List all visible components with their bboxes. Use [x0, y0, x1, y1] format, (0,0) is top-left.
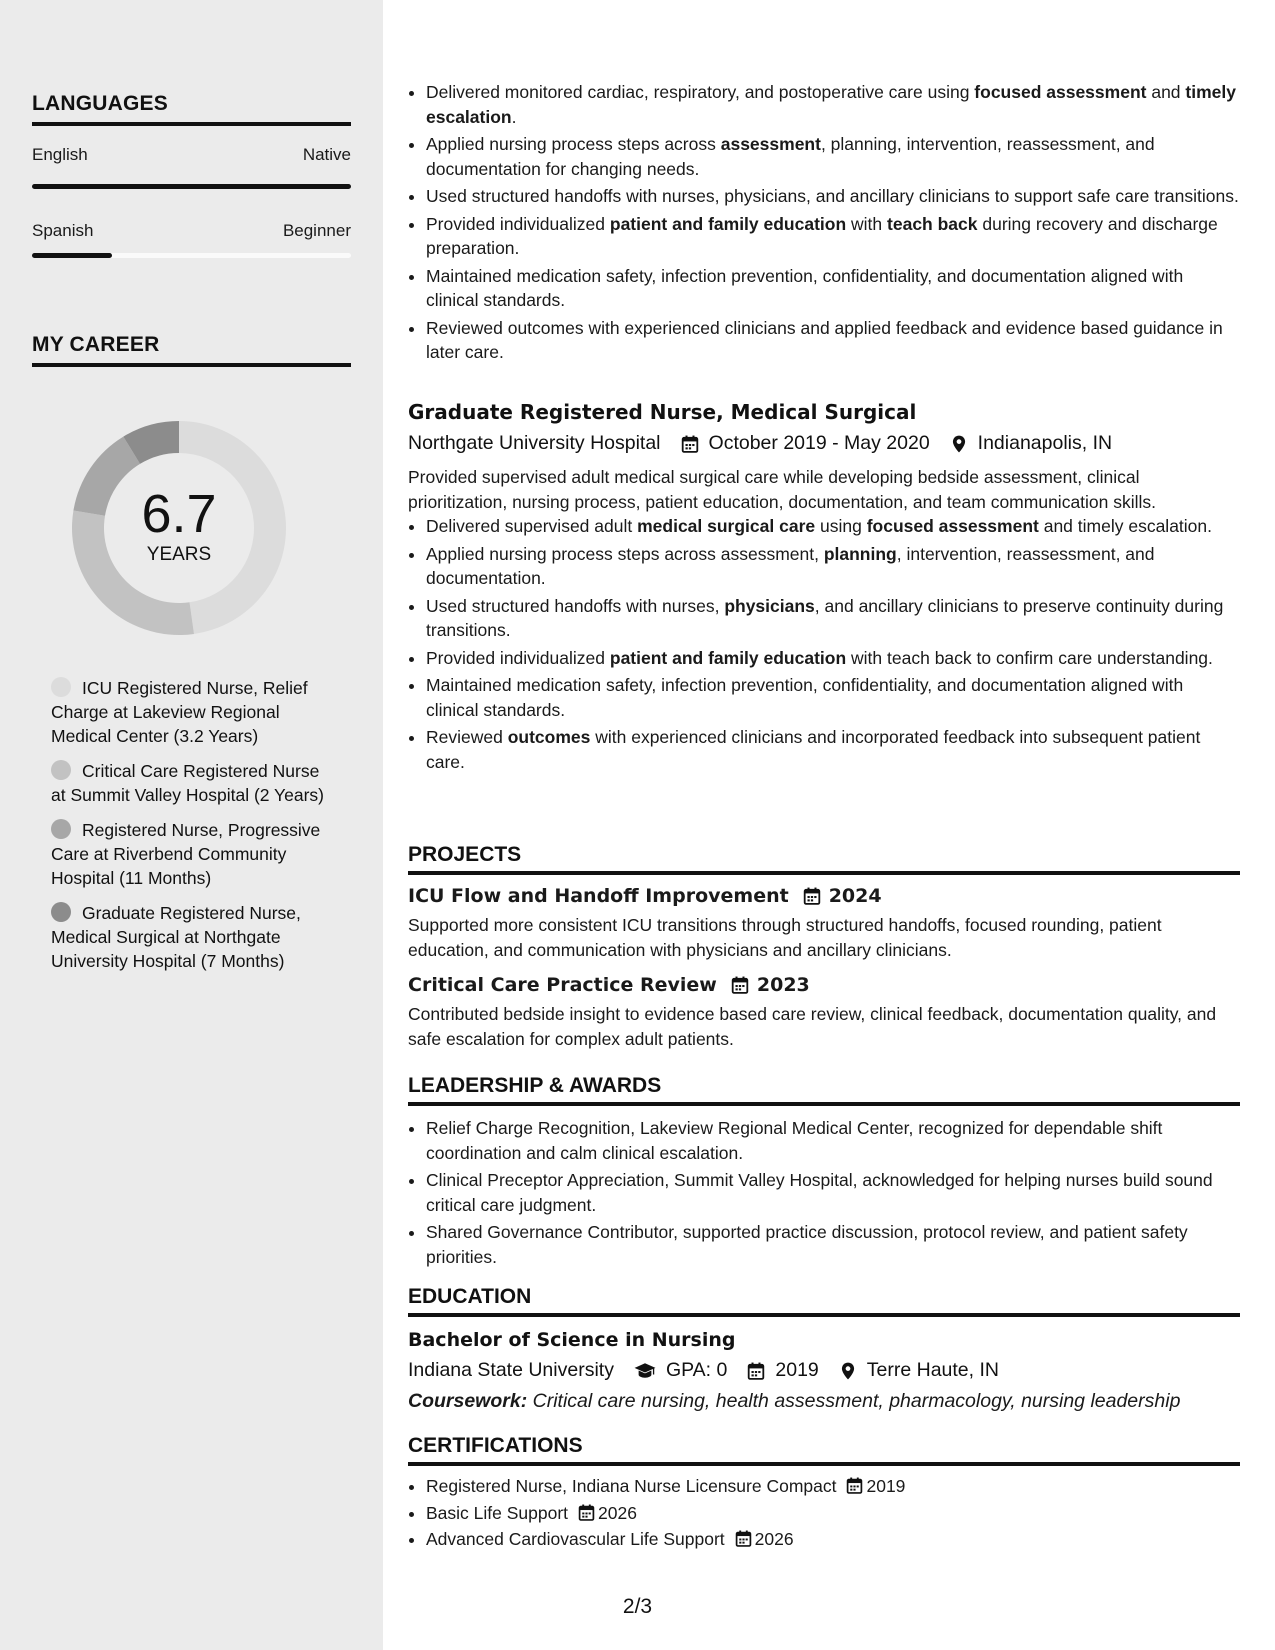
career-legend-item: [51, 676, 331, 748]
bold-text: assessment: [720, 134, 821, 154]
career-legend-item: [51, 759, 331, 807]
education-meta: [408, 1359, 1240, 1382]
bullet-item: [426, 316, 1240, 365]
language-name: Spanish: [32, 221, 94, 240]
certification-year: 2019: [866, 1476, 906, 1496]
bullet-text: with experienced clinicians and incorporated feedback into subsequent patient care.: [426, 727, 1201, 772]
bold-text: physicians: [724, 595, 815, 616]
career-legend-item: [51, 901, 331, 973]
calendar-icon: [803, 887, 821, 905]
career-legend-text: Critical Care Registered Nurse at Summit Valley Hospital (2 Years): [51, 761, 324, 805]
career-legend: [51, 676, 331, 984]
job-meta: [408, 432, 1240, 455]
education-school: Indiana State University: [408, 1359, 614, 1381]
education-heading: EDUCATION: [408, 1285, 1240, 1317]
leadership-list: [408, 1116, 1240, 1269]
language-name: English: [32, 145, 88, 164]
bullet-text: , intervention, reassessment, and documentation.: [426, 543, 1155, 588]
career-legend-text: ICU Registered Nurse, Relief Charge at Lakeview Regional Medical Center (3.2 Years): [51, 678, 308, 746]
job-employer: Northgate University Hospital: [408, 432, 661, 454]
bullet-text: Provided individualized: [426, 647, 610, 668]
education-location: Terre Haute, IN: [866, 1359, 999, 1381]
project-year: 2024: [828, 885, 882, 907]
project-item: [408, 974, 1240, 1051]
job-dates: October 2019 - May 2020: [708, 432, 930, 454]
leadership-item: • Clinical Preceptor Appreciation, Summit Valley Hospital, acknowledged for helping nurses build sound critical care judgment.: [426, 1168, 1240, 1217]
certifications-list: [408, 1474, 1240, 1552]
bullet-text: with: [846, 213, 888, 234]
bullet-text: Reviewed: [426, 727, 508, 747]
bold-text: outcomes: [507, 727, 591, 747]
job-entry: [408, 400, 1240, 777]
page-number: 2/3: [622, 1595, 653, 1618]
job-summary: Provided supervised adult medical surgical care while developing bedside assessment, clinical prioritization, nursing process, patient education, documentation, and team communication skills.: [408, 467, 1157, 512]
projects-heading: PROJECTS: [408, 843, 1240, 875]
bullet-item: [426, 673, 1240, 722]
bold-text: patient and family education: [609, 647, 847, 668]
certification-name: Basic Life Support: [426, 1502, 569, 1523]
bullet-text: , and ancillary clinicians to preserve continuity during transitions.: [426, 595, 1224, 640]
bullet-text: Reviewed outcomes with experienced clinicians and applied feedback and evidence based guidance in later care.: [426, 317, 1223, 362]
certification-item: [426, 1474, 1240, 1499]
bold-text: focused assessment: [974, 82, 1147, 102]
bullet-text: , planning, intervention, reassessment, and documentation for changing needs.: [426, 134, 1155, 179]
bullet-item: [426, 80, 1240, 129]
bullet-item: [426, 514, 1240, 539]
project-description: Supported more consistent ICU transitions through structured handoffs, focused rounding, patient education, and communication with physicians and ancillary clinicians.: [408, 915, 1162, 960]
certifications-section: [408, 1434, 1240, 1554]
main-content: [408, 0, 1240, 1650]
language-level: Native: [302, 145, 351, 164]
education-year: 2019: [775, 1359, 819, 1381]
certification-item: [426, 1501, 1240, 1526]
calendar-icon: [578, 1504, 595, 1521]
calendar-icon: [735, 1530, 752, 1547]
legend-dot: [51, 819, 71, 839]
career-legend-text: Registered Nurse, Progressive Care at Riverbend Community Hospital (11 Months): [51, 820, 321, 888]
location-pin-icon: [950, 435, 968, 453]
calendar-icon: [681, 435, 699, 453]
bullet-text: Applied nursing process steps across: [426, 134, 721, 154]
project-year: 2023: [756, 974, 810, 996]
bold-text: timely escalation: [426, 82, 1236, 127]
donut-center: [66, 415, 292, 641]
bullet-text: and: [1146, 82, 1186, 102]
certification-year: 2026: [754, 1529, 794, 1549]
project-title-row: [408, 974, 1240, 996]
project-title: Critical Care Practice Review: [408, 974, 717, 996]
language-bar-english: [32, 184, 351, 189]
certification-item: [426, 1527, 1240, 1552]
education-gpa: GPA: 0: [665, 1359, 728, 1381]
bullet-text: and timely escalation.: [1038, 516, 1213, 536]
projects-section: [408, 843, 1240, 1051]
career-total-unit: YEARS: [146, 544, 212, 565]
legend-dot: [51, 760, 71, 780]
bullet-text: Maintained medication safety, infection prevention, confidentiality, and documentation aligned with clinical standards.: [426, 675, 1184, 720]
certification-name: Advanced Cardiovascular Life Support: [426, 1529, 725, 1549]
bullet-text: Provided individualized: [426, 213, 610, 234]
project-title-row: [408, 885, 1240, 907]
languages-heading: LANGUAGES: [32, 92, 351, 126]
calendar-icon: [747, 1362, 765, 1380]
bullet-item: [426, 725, 1240, 774]
leadership-item: • Relief Charge Recognition, Lakeview Regional Medical Center, recognized for dependable shift coordination and calm clinical escalation.: [426, 1116, 1240, 1165]
bullet-item: [426, 184, 1240, 209]
bullet-text: Used structured handoffs with nurses,: [426, 595, 725, 616]
bold-text: teach back: [887, 213, 978, 234]
language-row-spanish: [32, 221, 351, 241]
career-legend-item: [51, 818, 331, 890]
graduation-cap-icon: [634, 1362, 656, 1380]
bullet-text: .: [511, 106, 517, 127]
career-legend-text: Graduate Registered Nurse, Medical Surgical at Northgate University Hospital (7 Months): [51, 903, 301, 971]
bullet-text: Delivered monitored cardiac, respiratory, and postoperative care using: [426, 82, 975, 102]
project-item: [408, 885, 1240, 962]
sidebar: [0, 0, 383, 1650]
language-bar-spanish: [32, 253, 351, 258]
certifications-heading: CERTIFICATIONS: [408, 1434, 1240, 1466]
coursework-label: Coursework:: [408, 1390, 528, 1412]
calendar-icon: [731, 976, 749, 994]
language-level: Beginner: [282, 221, 351, 240]
bullet-item: [426, 212, 1240, 261]
coursework-text: Critical care nursing, health assessment, pharmacology, nursing leadership: [532, 1390, 1181, 1412]
bold-text: planning: [823, 543, 897, 564]
bullet-text: using: [815, 516, 867, 536]
leadership-item: • Shared Governance Contributor, supported practice discussion, protocol review, and patient safety priorities.: [426, 1220, 1240, 1269]
bullet-text: Applied nursing process steps across assessment,: [426, 543, 824, 564]
education-coursework: [408, 1390, 1240, 1413]
bullet-text: Used structured handoffs with nurses, physicians, and ancillary clinicians to support safe care transitions.: [426, 186, 1239, 206]
education-degree: Bachelor of Science in Nursing: [408, 1329, 736, 1351]
bullet-item: [426, 646, 1240, 671]
bullet-item: [426, 264, 1240, 313]
education-section: [408, 1285, 1240, 1413]
leadership-heading: LEADERSHIP & AWARDS: [408, 1074, 1240, 1106]
certification-name: Registered Nurse, Indiana Nurse Licensure Compact: [426, 1476, 837, 1496]
bullet-text: Delivered supervised adult: [426, 516, 638, 536]
language-bar-fill: [32, 184, 351, 189]
calendar-icon: [846, 1477, 863, 1494]
bold-text: focused assessment: [866, 516, 1039, 536]
bold-text: medical surgical care: [637, 516, 816, 536]
career-donut-chart: [66, 415, 292, 641]
bullet-item: [426, 132, 1240, 181]
language-row-english: [32, 145, 351, 165]
job-location: Indianapolis, IN: [977, 432, 1113, 454]
language-bar-fill: [32, 253, 112, 258]
leadership-section: [408, 1074, 1240, 1272]
job-title: Graduate Registered Nurse, Medical Surgical: [408, 400, 917, 424]
bullet-text: with teach back to confirm care understanding.: [846, 647, 1213, 668]
bullet-item: [426, 542, 1240, 591]
bullet-text: Maintained medication safety, infection prevention, confidentiality, and documentation aligned with clinical standards.: [426, 265, 1184, 310]
bullet-text: during recovery and discharge preparation.: [426, 213, 1218, 258]
career-total-value: 6.7: [141, 484, 217, 544]
job-bullets: [408, 514, 1240, 774]
certification-year: 2026: [598, 1502, 637, 1523]
legend-dot: [51, 902, 71, 922]
legend-dot: [51, 677, 71, 697]
career-heading: MY CAREER: [32, 333, 351, 367]
previous-job-bullets: [408, 80, 1240, 365]
location-pin-icon: [839, 1362, 857, 1380]
project-description: Contributed bedside insight to evidence based care review, clinical feedback, documentation quality, and safe escalation for complex adult patients.: [408, 1004, 1217, 1049]
bold-text: patient and family education: [609, 213, 847, 234]
bullet-item: [426, 594, 1240, 643]
project-title: ICU Flow and Handoff Improvement: [408, 885, 789, 907]
